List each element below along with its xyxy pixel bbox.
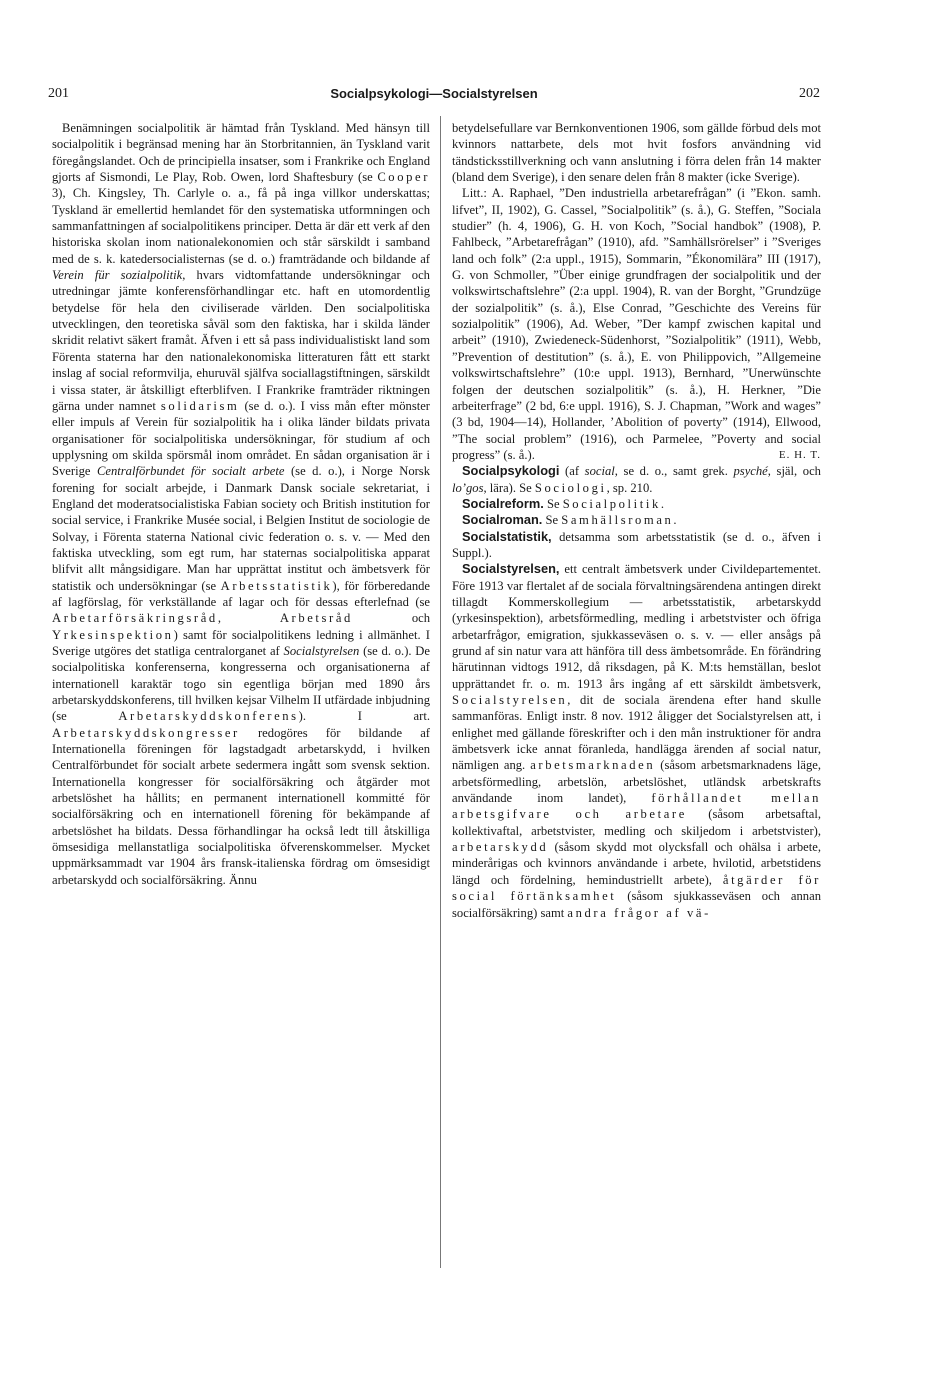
right-column — [452, 120, 821, 921]
text-run: (såsom skydd mot olycksfall och ohälsa i arbete, minderårigas och kvinnors användande i arbete, hvilotid, arbetstidens längd och fördelning, hemindustriellt arbete), — [452, 840, 821, 887]
spaced-term: förhållandet mellan arbetsgifvare och arbetare — [452, 791, 821, 822]
text-run: 3), Ch. Kingsley, Th. Carlyle o. a., få på inga villkor underskattas; Tyskland är emellertid hemlandet för den systematiska utformningen och sammanfattningen af socialpolitikens principer. Detta är där ett verk af den historiska skolan inom nationalekonomien och står särskildt i samband med de s. k. katedersocialisternas (se d. o.) framträdande och bildande af — [52, 186, 430, 266]
literature-text: Litt.: A. Raphael, ”Den industriella arbetarefrågan” (i ”Ekon. samh. lifvet”, II, 1902), G. Cassel, ”Socialpolitik” (s. å.), G. Steffen, ”Sociala studier” (h. 4, 1906), G. H. von Koch, ”Social handbok” (1908), P. Fahlbeck, ”Arbetarefrågan” (1910), afd. ”Samhällsrörelser” i ”Sveriges land och folk” (2:a uppl., 1915), Sommarin, ”Ékonomilära” III (1917), G. von Schmoller, ”Über einige grundfragen der socialpolitik und der volkswirtschaftslehre” (2:a uppl. 1904), R. van der Borght, ”Grundzüge der sozialpolitik” (s. å.), Else Conrad, ”Geschichte des Vereins für sozialpolitik” (1906), Ad. Weber, ”Der kampf zwischen kapital und arbeit” (1910), Zwiedeneck-Südenhorst, ”Sozialpolitik” (1911), Webb, ”Prevention of destitution” (s. å.), E. von Philippovich, ”Allgemeine volkswirtschaftslehre” (10:e uppl. 1913), Bernhard, ”Unerwünschte folgen der deutschen sozialpolitik” (s. å.), H. Herkner, ”Die arbeiterfrage” (2 bd, 6:e uppl. 1916), S. J. Chapman, ”Work and wages” (3 bd, 1904—14), Hollander, ’Abolition of poverty” (1914), Ellwood, ”The social problem” (1916), och Parmelee, ”Poverty and social progress” (s. å.). — [452, 186, 821, 462]
cross-reference: Yrkesinspektion — [52, 627, 174, 642]
spaced-term: åtgärder för social förtänksamhet — [452, 872, 821, 904]
entry-headword: Socialroman. — [462, 512, 543, 528]
text-run: och — [352, 611, 430, 626]
text-run: , själ, och — [767, 464, 821, 479]
text-run: ). I art. — [298, 709, 430, 724]
text-run: , dit de sociala ärendena efter hand skulle sammanföras. Enligt instr. 8 nov. 1912 åligger det Socialstyrelsen att, i enlighet med gällande föreskrifter och i den mån instruktioner för andra ämbetsverk icke annat föranleda, handlägga ärenden af social natur, nämligen ang. — [452, 693, 821, 773]
text-run: Benämningen socialpolitik är hämtad från Tyskland. Med hänsyn till socialpolitik i begränsad mening har än Storbritannien, än Tyskland varit föregångslandet. Och de principiella insatser, som i Frankrike och England gjorts af Sismondi, Le Play, Rob. Owen, lord Shaftesbury (se — [52, 121, 430, 185]
spaced-term: andra frågor af vä- — [567, 905, 711, 920]
entry-headword: Socialstyrelsen, — [462, 561, 560, 577]
text-run: redogöres för bildande af Internationella föreningen för lagstadgadt arbetarskydd, i hvilken Centralförbundet för socialt arbete sedermera ingått som svensk sektion. Internationella kongresser för socialförsäkring och åtgärder mot arbetslöshet ha hållits; en permanent internationell kommitté för socialförsäkring och en internationell förening för bekämpande af arbetslöshet ha bildats. Dessa förhandlingar ha också ledt till åtskilliga ömsesidiga mellanstatliga socialpolitiska öfverenskommelser. Mycket uppmärksammadt var 1904 års fransk-italienska fördrag om ömsesidigt arbetarskydd och socialförsäkring. Ännu — [52, 725, 430, 887]
italic-term: lo’gos — [452, 480, 484, 495]
text-run: . — [660, 496, 665, 511]
italic-term: psyché — [733, 464, 768, 479]
italic-term: social — [584, 464, 615, 479]
entry-socialpsykologi — [452, 463, 821, 496]
page-number-left: 201 — [48, 86, 69, 101]
text-run: , se d. o., samt grek. — [614, 464, 734, 479]
entry-headword: Socialreform. — [462, 495, 544, 511]
entry-headword: Socialpsykologi — [462, 463, 560, 479]
text-run: , — [217, 611, 280, 626]
entry-socialreform — [452, 496, 821, 512]
paragraph-conventions: betydelsefullare var Bernkonventionen 1906, som gällde förbud dels mot kvinnors nattarbete, dels mot hvit fosfors användning vid tändsticksstillverkning och vann anslutning i förra delen från 14 makter (bland dem Sverige), i den senare delen från 8 makter (icke Sverige). — [452, 121, 821, 185]
text-run: (såsom arbetsmarknadens läge, arbetsförmedling, arbetslön, arbetslöshet, utländsk arbetskrafts användande inom landet), — [452, 758, 821, 806]
running-header — [48, 86, 820, 106]
text-run: ett centralt ämbetsverk under Civildepartementet. Före 1913 var flertalet af de sociala förvaltningsärendena antingen direkt tillagdt Kommerskollegium — arbetsstatistik, arbetarskydd (yrkesinspektion), arbetsförmedling, medling i arbetstvister och öfriga arbetarfrågor, emigration, sjukkasseväsen o. s. v. — eller ansågs på grund af sin natur vara att hänföra till dess ämbetsområde. En förändring härutinnan vidtogs 1912, då riksdagen, på K. M:ts hemställan, beslot upprättandet fr. o. m. 1913 års ingång af ett särskildt ämbetsverk, — [452, 562, 821, 691]
socialpolitik-continuation — [52, 120, 430, 888]
column-divider — [440, 116, 441, 1268]
text-run: ), för förberedande af lagförslag, för verkställande af lagar och för dessas efterlefnad (se — [52, 578, 430, 609]
cross-reference: Arbetsråd — [279, 611, 353, 626]
text-run: Se — [543, 496, 563, 511]
left-column — [52, 120, 430, 888]
spaced-term: Socialstyrelsen — [452, 693, 568, 708]
text-run: , hvars vidtomfattande undersökningar och utredningar jämte konferensförhandlingar etc. haft en utomordentlig betydelse för hela den civiliserade världen. Den socialpolitiska utvecklingen, den teoretiska såväl som den faktiska, har i skilda länder skridit relativt säkert framåt. Äfven i ett så pass individualistiskt land som Förenta staterna har den nationalekonomiska litteraturen fått ett starkt inslag af social reformvilja, ehuruväl själfva sociallagstiftningen, särskildt i vissa stater, är åtskilligt efterblifven. I Frankrike framträder riktningen gärna under namnet — [52, 268, 430, 413]
spaced-term: arbetsmarknaden — [530, 758, 656, 773]
italic-term: Centralförbundet för socialt arbete — [97, 464, 285, 479]
text-run: ) samt för socialpolitikens ledning i allmänhet. I Sverige utgöres det statliga centralorganet af — [52, 627, 430, 658]
spaced-term: arbetarskydd — [452, 840, 549, 855]
cross-reference: Socialpolitik — [562, 496, 661, 511]
cross-reference: Sociologi — [534, 480, 607, 495]
text-run: (se d. o.). De socialpolitiska konferenserna, kongresserna och organisationerna af internationell karaktär togo sin egentliga början med 1890 års arbetarskyddskonferens, till hvilken kejsar Vilhelm II utfärdade inbjudning (se — [52, 644, 430, 724]
cross-reference: Samhällsroman — [561, 513, 674, 528]
cross-reference: Arbetarskyddskonferens — [118, 709, 299, 724]
text-run: , lära). Se — [483, 480, 535, 495]
text-run: (se d. o.), i Norge Norsk forening for socialt arbejde, i Danmark Dansk sociale sekretariat, i England det moderatsocialistiska Fabian society och British institution for social service, i Frankrike Musée social, i Belgien Institut de sociologie de Solvay, i Förenta staterna National civic federation o. s. v. — Med den faktiska utveckling, som egt rum, har staternas socialpolitiska apparat blifvit allt mångsidigare. Man har upprättat institut och ämbetsverk för statistik och undersökningar (se — [52, 464, 431, 593]
author-signature: E. H. T. — [778, 448, 821, 461]
cross-reference: Cooper — [377, 170, 430, 185]
spaced-term: solidarism — [160, 398, 240, 413]
running-title: Socialpsykologi—Socialstyrelsen — [330, 86, 538, 101]
text-run: (se d. o.). I viss mån efter mönster eller impuls af Verein für sozialpolitik ha i olika länder bildats privata organisationer för socialpolitiska undersökningar, för studium af och upplysning om skilda spörsmål inom området. En sådan organisation är i Sverige — [52, 398, 430, 479]
cross-reference: Arbetarskyddskongresser — [52, 725, 240, 740]
text-run: , sp. 210. — [606, 480, 653, 495]
literature-paragraph — [452, 185, 821, 463]
entry-socialstyrelsen — [452, 561, 821, 921]
entry-socialstatistik — [452, 529, 821, 562]
italic-term: Socialstyrelsen — [283, 644, 360, 658]
text-run: (såsom arbetsaftal, kollektivaftal, arbetstvister, medling och skiljedom i arbetstvister), — [452, 807, 821, 838]
text-run: (såsom sjukkasseväsen och annan socialförsäkring) samt — [452, 889, 821, 920]
text-run: (af — [559, 464, 585, 479]
cross-reference: Arbetarförsäkringsråd — [52, 611, 218, 626]
page-number-right: 202 — [799, 86, 820, 101]
entry-headword: Socialstatistik, — [462, 528, 552, 544]
italic-term: Verein für sozialpolitik — [52, 268, 183, 283]
text-run: Se — [542, 513, 562, 528]
text-run: . — [673, 513, 677, 528]
entry-socialroman — [452, 512, 821, 528]
text-run: detsamma som arbetsstatistik (se d. o., äfven i Suppl.). — [452, 529, 821, 560]
cross-reference: Arbetsstatistik — [220, 578, 333, 593]
